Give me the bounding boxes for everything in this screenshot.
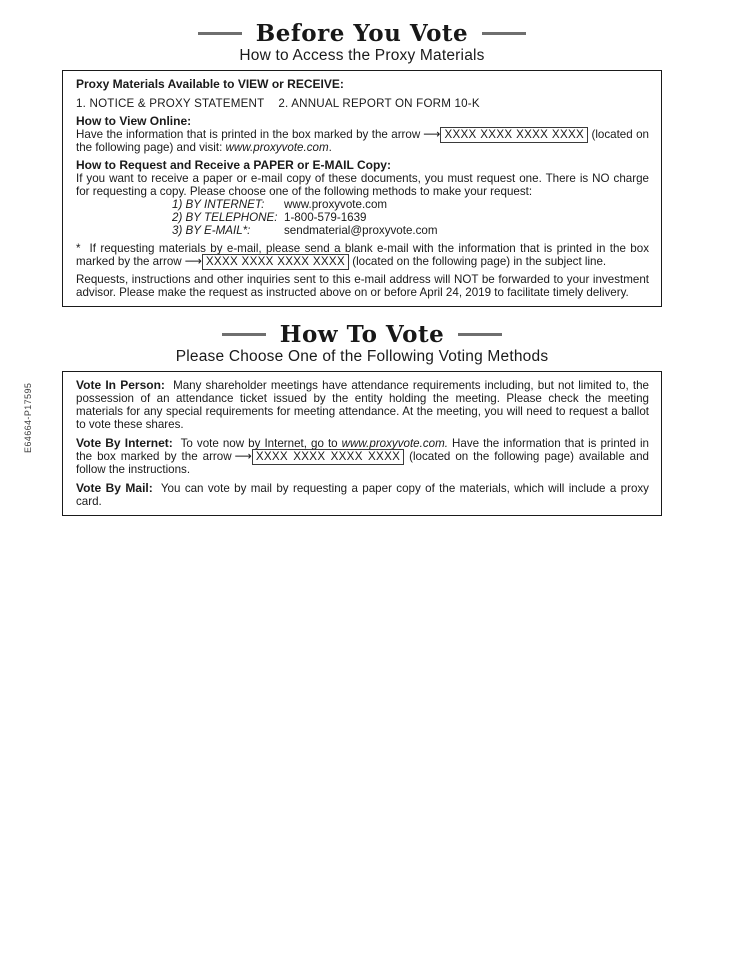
method-value-email: sendmaterial@proxyvote.com [284,224,438,237]
document-code: E64664-P17595 [23,382,33,453]
method-row-telephone [172,211,649,224]
how-to-vote-header [62,307,662,366]
method-row-email [172,224,649,237]
footnote-text-pre: If requesting materials by e-mail, please send a blank e-mail with the information that is printed in the box marked by the arrow [76,242,649,268]
view-online-text-pre: Have the information that is printed in the box marked by the arrow [76,128,421,141]
request-copy-paragraph: If you want to receive a paper or e-mail copy of these documents, you must request one. There is NO charge for requesting a copy. Please choose one of the following methods to make your request: [76,172,649,198]
method-label-email: 3) BY E-MAIL*: [172,224,251,237]
view-online-paragraph [76,128,649,154]
email-footnote [76,242,649,268]
view-online-text-end: . [328,141,332,154]
how-to-vote-subtitle: Please Choose One of the Following Voting Methods [175,348,549,365]
title-dash-left [198,32,242,35]
footnote-text-end: (located on the following page) in the subject line. [352,255,607,268]
vote-by-mail-lead: Vote By Mail: [76,481,153,495]
arrow-icon: ⟶ [423,127,441,141]
vote-by-internet-paragraph [76,437,649,476]
before-you-vote-header [62,0,662,65]
control-number-box: XXXX XXXX XXXX XXXX [440,127,588,143]
vote-in-person-text: Many shareholder meetings have attendance requirements including, but not limited to, the possession of an attendance ticket issued by the entity holding the meeting. Please check the meeting materials for any special requirements for meeting attendance. At the meeting, you will need to request a ballot to vote these shares. [76,379,649,431]
method-label-telephone: 2) BY TELEPHONE: [172,211,278,224]
how-to-vote-title: How To Vote [279,321,445,348]
vote-in-person-paragraph [76,379,649,431]
arrow-icon: ⟶ [234,449,252,463]
materials-item-2: 2. ANNUAL REPORT ON FORM 10-K [278,97,480,110]
materials-item-1: 1. NOTICE & PROXY STATEMENT [76,97,265,110]
access-materials-box [62,70,662,307]
vote-by-mail-paragraph [76,482,649,508]
method-value-internet: www.proxyvote.com [284,198,388,211]
materials-heading: Proxy Materials Available to VIEW or RECEIVE: [76,77,344,91]
title-dash-right [482,32,526,35]
proxyvote-url: www.proxyvote.com [225,141,329,154]
voting-methods-box [62,371,662,516]
delivery-note-paragraph: Requests, instructions and other inquiries sent to this e-mail address will NOT be forwarded to your investment advisor. Please make the request as instructed above on or before April 24, 2019 to facilitate timely delivery. [76,273,649,299]
request-copy-heading: How to Request and Receive a PAPER or E-MAIL Copy: [76,158,391,172]
footnote-asterisk: * [76,242,81,255]
before-you-vote-subtitle: How to Access the Proxy Materials [239,47,485,64]
proxyvote-url: www.proxyvote.com. [341,437,448,450]
before-you-vote-title: Before You Vote [255,20,469,47]
method-label-internet: 1) BY INTERNET: [172,198,265,211]
title-dash-left [222,333,266,336]
control-number-box: XXXX XXXX XXXX XXXX [252,449,404,465]
vote-by-internet-text-mid: Have the information that is printed in the box marked by the arrow [76,437,649,463]
vote-by-internet-text-pre: To vote now by Internet, go to [180,437,338,450]
materials-list [76,97,649,110]
view-online-heading: How to View Online: [76,114,192,128]
vote-by-internet-text-end: (located on the following page) available and follow the instructions. [76,450,649,476]
vote-by-internet-lead: Vote By Internet: [76,436,173,450]
vote-by-mail-text: You can vote by mail by requesting a paper copy of the materials, which will include a proxy card. [76,482,649,508]
arrow-icon: ⟶ [184,254,202,268]
method-row-internet [172,198,649,211]
title-dash-right [458,333,502,336]
request-methods-list [172,198,649,237]
control-number-box: XXXX XXXX XXXX XXXX [202,254,349,270]
vote-in-person-lead: Vote In Person: [76,378,165,392]
method-value-telephone: 1-800-579-1639 [284,211,367,224]
view-online-text-mid: (located on the following page) and visit: [76,128,649,154]
